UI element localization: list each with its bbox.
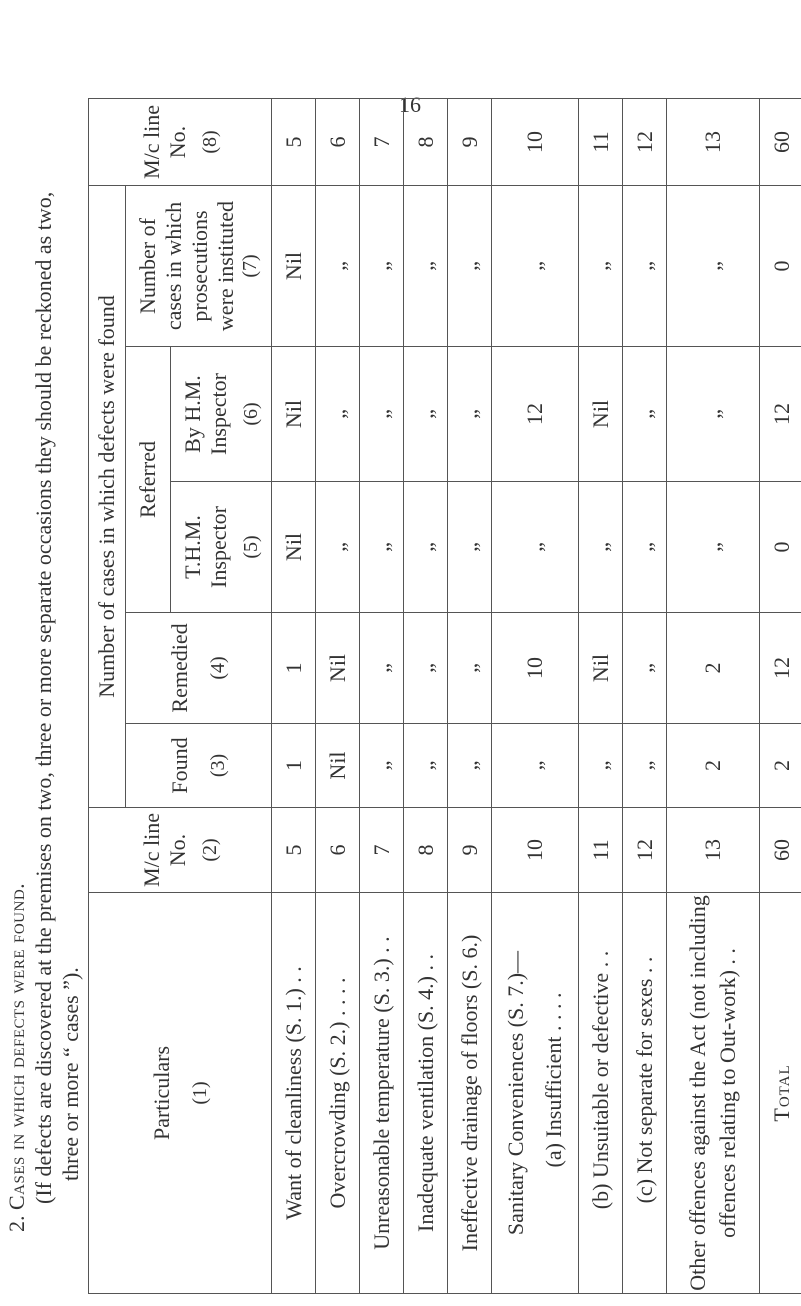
cell-mc2: 7 <box>360 99 404 186</box>
cell-particulars <box>579 893 623 1294</box>
particulars-sub: (c) Not separate for sexes . . <box>631 956 657 1204</box>
particulars-sub: (b) Unsuitable or defective . . <box>587 950 613 1210</box>
cell-thm: „ <box>448 482 492 613</box>
header-mc2-label: M/c line No. <box>138 105 190 179</box>
header-thm-num: (5) <box>239 535 262 559</box>
cell-remedied: 12 <box>760 613 801 724</box>
table-row <box>579 99 623 1294</box>
note-line-1: (If defects are discovered at the premises on two, three or more separate occasions they should be reckoned as two, <box>31 191 56 1204</box>
header-hm-label: By H.M. Inspector <box>179 373 231 455</box>
cell-found: 1 <box>272 724 316 808</box>
header-found <box>126 724 272 808</box>
cell-thm: „ <box>667 482 760 613</box>
cell-hm: „ <box>623 347 667 482</box>
cell-prosec: „ <box>667 186 760 347</box>
header-remedied-label: Remedied <box>167 623 192 713</box>
cell-particulars: Unreasonable temperature (S. 3.) . . <box>360 893 404 1294</box>
table-row <box>623 99 667 1294</box>
cell-mc2: 60 <box>760 99 801 186</box>
cell-mc2: 5 <box>272 99 316 186</box>
cell-hm: Nil <box>272 347 316 482</box>
cell-remedied: 2 <box>667 613 760 724</box>
cell-mc2: 8 <box>404 99 448 186</box>
cell-mc: 6 <box>316 808 360 893</box>
page-number: 16 <box>399 92 421 117</box>
table-row <box>404 99 448 1294</box>
cell-found: 2 <box>760 724 801 808</box>
cell-prosec: „ <box>492 186 579 347</box>
table-row <box>272 99 316 1294</box>
cell-hm: „ <box>360 347 404 482</box>
header-particulars-num: (1) <box>188 1081 211 1105</box>
cell-hm: 12 <box>760 347 801 482</box>
cell-hm: „ <box>316 347 360 482</box>
cell-prosec: „ <box>579 186 623 347</box>
cell-found: 2 <box>667 724 760 808</box>
cell-total-label: Total <box>760 893 801 1294</box>
cell-mc2: 13 <box>667 99 760 186</box>
table-row <box>448 99 492 1294</box>
table-row <box>667 99 760 1294</box>
cell-mc: 60 <box>760 808 801 893</box>
header-remedied-num: (4) <box>207 656 229 680</box>
cell-particulars: Inadequate ventilation (S. 4.) . . <box>404 893 448 1294</box>
header-mc-line <box>89 808 272 893</box>
cell-mc2: 10 <box>492 99 579 186</box>
cell-thm: „ <box>623 482 667 613</box>
cell-remedied: 10 <box>492 613 579 724</box>
header-mc-num: (2) <box>198 838 221 862</box>
cell-hm: „ <box>667 347 760 482</box>
cell-mc: 7 <box>360 808 404 893</box>
header-particulars-label: Particulars <box>148 1045 174 1141</box>
cell-found: „ <box>492 724 579 808</box>
table-row <box>316 99 360 1294</box>
cell-prosec: „ <box>623 186 667 347</box>
header-prosec-num: (7) <box>239 254 261 278</box>
header-mc2-num: (8) <box>198 130 221 154</box>
cell-remedied: Nil <box>316 613 360 724</box>
section-note <box>30 4 84 1204</box>
table-row <box>360 99 404 1294</box>
header-found-num: (3) <box>207 753 229 778</box>
cell-mc: 5 <box>272 808 316 893</box>
cell-thm: Nil <box>272 482 316 613</box>
particulars-main: Sanitary Conveniences (S. 7.)— <box>503 950 528 1236</box>
cell-mc: 10 <box>492 808 579 893</box>
note-line-2: three or more “ cases ”). <box>58 967 83 1181</box>
cell-found: „ <box>360 724 404 808</box>
header-prosec-label: Number of cases in which prosecutions were instituted <box>135 200 238 332</box>
cell-prosec: „ <box>316 186 360 347</box>
cell-hm: Nil <box>579 347 623 482</box>
cell-thm: „ <box>360 482 404 613</box>
cell-prosec: „ <box>404 186 448 347</box>
header-particulars <box>89 893 272 1294</box>
header-group-defects: Number of cases in which defects were found <box>89 186 126 808</box>
cell-thm: „ <box>579 482 623 613</box>
cell-particulars: Overcrowding (S. 2.) . . . . <box>316 893 360 1294</box>
cell-hm: „ <box>448 347 492 482</box>
cell-particulars: Other offences against the Act (not including offences relating to Out-work) . . <box>667 893 760 1294</box>
cell-remedied: „ <box>360 613 404 724</box>
cell-mc: 9 <box>448 808 492 893</box>
header-referred: Referred <box>126 347 171 613</box>
cell-prosec: 0 <box>760 186 801 347</box>
cell-found: Nil <box>316 724 360 808</box>
section-title: Cases in which defects were found. <box>4 882 29 1210</box>
cell-particulars: Ineffective drainage of floors (S. 6.) <box>448 893 492 1294</box>
cell-particulars <box>623 893 667 1294</box>
header-hm-num: (6) <box>239 402 262 426</box>
cell-hm: 12 <box>492 347 579 482</box>
cell-remedied: „ <box>404 613 448 724</box>
header-mc-line-2 <box>89 99 272 186</box>
cell-thm: 0 <box>760 482 801 613</box>
cell-prosec: Nil <box>272 186 316 347</box>
cell-found: „ <box>404 724 448 808</box>
cell-particulars <box>492 893 579 1294</box>
cell-mc: 13 <box>667 808 760 893</box>
cell-prosec: „ <box>360 186 404 347</box>
header-remedied <box>126 613 272 724</box>
table-row-total <box>760 99 801 1294</box>
cell-remedied: „ <box>448 613 492 724</box>
particulars-sub: (a) Insufficient . . . . <box>541 992 566 1168</box>
cell-found: „ <box>579 724 623 808</box>
cell-mc2: 12 <box>623 99 667 186</box>
cell-mc2: 6 <box>316 99 360 186</box>
cell-particulars: Want of cleanliness (S. 1.) . . <box>272 893 316 1294</box>
cell-remedied: „ <box>623 613 667 724</box>
cell-found: „ <box>623 724 667 808</box>
header-hm-inspector <box>171 347 272 482</box>
header-thm-label: T.H.M. Inspector <box>179 506 231 588</box>
cell-thm: „ <box>404 482 448 613</box>
cell-mc2: 9 <box>448 99 492 186</box>
cell-hm: „ <box>404 347 448 482</box>
table-row <box>492 99 579 1294</box>
header-thm-inspector <box>171 482 272 613</box>
cell-thm: „ <box>316 482 360 613</box>
cell-found: „ <box>448 724 492 808</box>
header-mc-label: M/c line No. <box>138 813 190 887</box>
cell-prosec: „ <box>448 186 492 347</box>
header-prosecutions <box>126 186 272 347</box>
header-found-label: Found <box>167 737 192 794</box>
cell-mc2: 11 <box>579 99 623 186</box>
section-number: 2. <box>4 1215 29 1232</box>
cell-mc: 8 <box>404 808 448 893</box>
cell-remedied: 1 <box>272 613 316 724</box>
section-heading <box>4 32 30 1232</box>
cell-remedied: Nil <box>579 613 623 724</box>
cell-thm: „ <box>492 482 579 613</box>
cell-mc: 12 <box>623 808 667 893</box>
cell-mc: 11 <box>579 808 623 893</box>
defects-table <box>88 98 801 1294</box>
